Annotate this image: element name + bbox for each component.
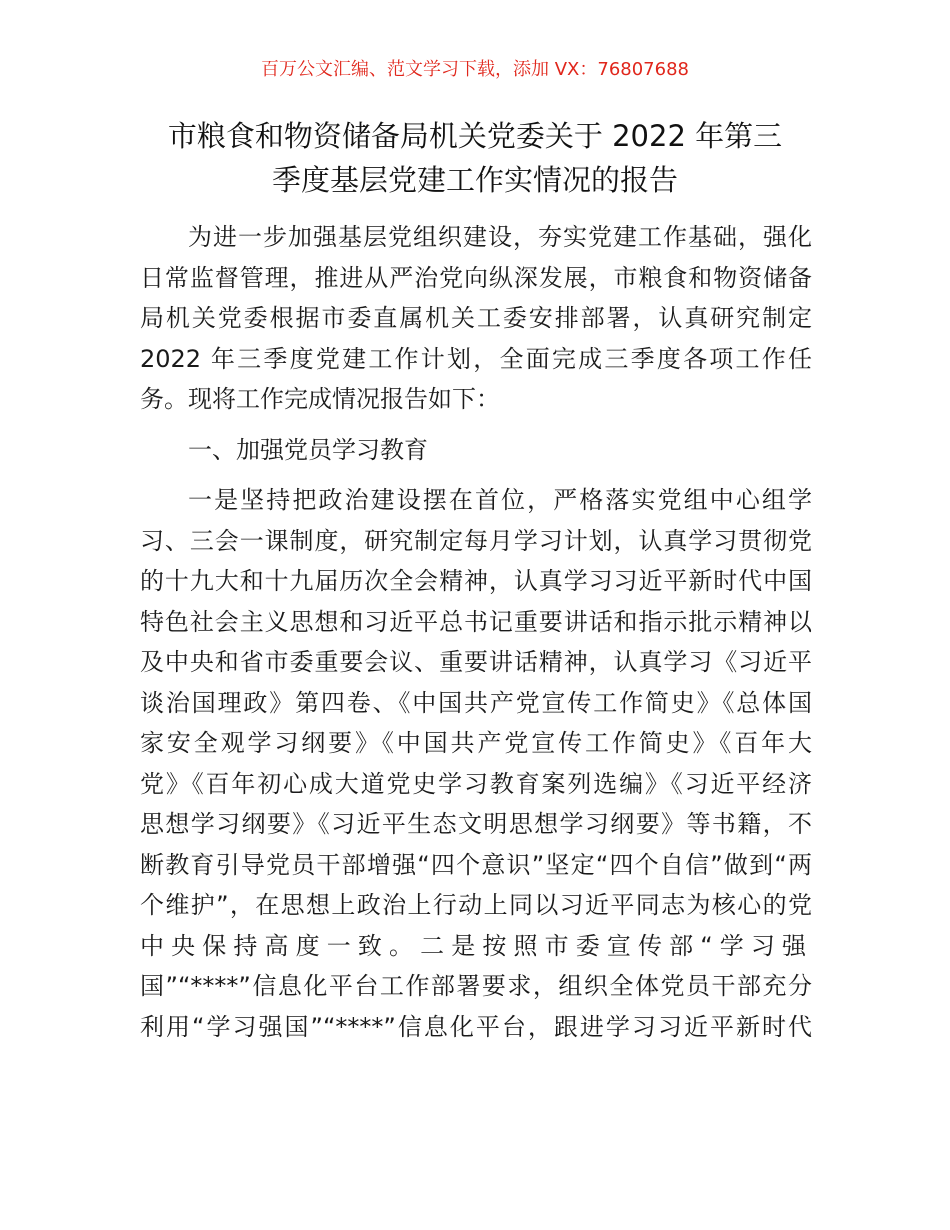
intro-line: 务。现将工作完成情况报告如下：: [140, 385, 500, 413]
paragraph-line: 家安全观学习纲要》《中国共产党宣传工作简史》《百年大: [140, 729, 812, 757]
paragraph-line: 党》《百年初心成大道党史学习教育案列选编》《习近平经济: [140, 769, 812, 798]
paragraph-line: 习、三会一课制度，研究制定每月学习计划，认真学习贯彻党: [140, 526, 812, 555]
intro-line: 局机关党委根据市委直属机关工委安排部署，认真研究制定: [140, 304, 812, 332]
intro-line: 日常监督管理，推进从严治党向纵深发展，市粮食和物资储备: [140, 263, 812, 292]
watermark-header: 百万公文汇编、范文学习下载，添加 VX：76807688: [261, 59, 689, 80]
paragraph-line: 利用“学习强国”“****”信息化平台，跟进学习习近平新时代: [140, 1012, 812, 1041]
paragraph-line: 中央保持高度一致。二是按照市委宣传部“学习强: [140, 931, 812, 960]
intro-line: 2022 年三季度党建工作计划，全面完成三季度各项工作任: [140, 344, 812, 373]
title-line-2: 季度基层党建工作实情况的报告: [271, 163, 678, 197]
paragraph-line: 的十九大和十九届历次全会精神，认真学习习近平新时代中国: [140, 567, 812, 595]
paragraph-line: 谈治国理政》第四卷、《中国共产党宣传工作简史》《总体国: [140, 688, 812, 717]
paragraph-line: 思想学习纲要》《习近平生态文明思想学习纲要》等书籍，不: [140, 810, 812, 838]
document-title: [120, 114, 830, 202]
title-line-1: 市粮食和物资储备局机关党委关于 2022 年第三: [167, 119, 783, 153]
section-heading: 一、加强党员学习教育: [188, 435, 428, 464]
intro-line: 为进一步加强基层党组织建设，夯实党建工作基础，强化: [188, 223, 812, 251]
paragraph-line: 一是坚持把政治建设摆在首位，严格落实党组中心组学: [188, 486, 812, 514]
paragraph-line: 断教育引导党员干部增强“四个意识”坚定“四个自信”做到“两: [140, 850, 812, 879]
paragraph-line: 个维护”，在思想上政治上行动上同以习近平同志为核心的党: [140, 891, 812, 919]
paragraph-line: 国”“****”信息化平台工作部署要求，组织全体党员干部充分: [140, 972, 812, 1000]
paragraph-line: 特色社会主义思想和习近平总书记重要讲话和指示批示精神以: [140, 607, 812, 636]
document-body: [140, 217, 812, 1047]
paragraph-line: 及中央和省市委重要会议、重要讲话精神，认真学习《习近平: [140, 648, 812, 676]
